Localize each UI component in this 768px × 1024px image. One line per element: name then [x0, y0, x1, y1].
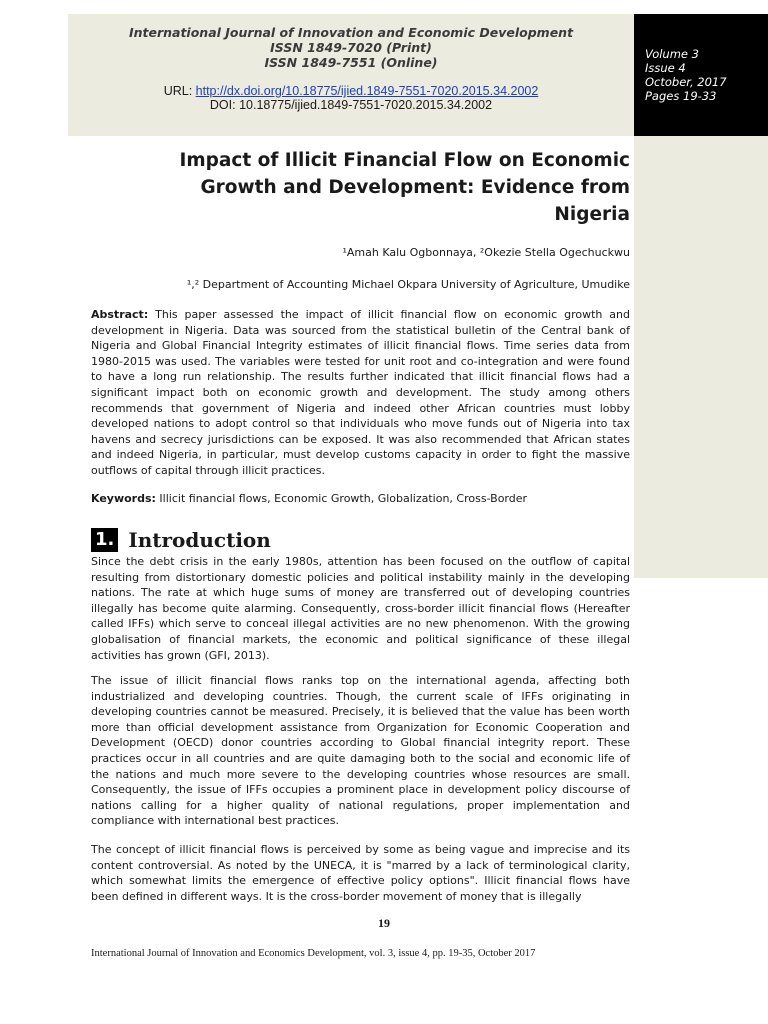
article-title-line-2: Growth and Development: Evidence from — [200, 177, 630, 198]
doi-line: DOI: 10.18775/ijied.1849-7551-7020.2015.34.2002 — [209, 98, 493, 112]
keywords-text: Illicit financial flows, Economic Growth, Globalization, Cross-Border — [155, 492, 528, 505]
pages-label: Pages 19-33 — [645, 89, 717, 103]
article-title-line-3: Nigeria — [554, 204, 630, 225]
journal-name: International Journal of Innovation and Economic Development — [128, 25, 574, 40]
intro-paragraph-1: Since the debt crisis in the early 1980s, attention has been focused on the outflow of capital resulting from distortionary domestic policies and political instability mainly in the developing nations. The rate at which huge sums of money are transferred out of developing countries illegally has become quite alarming. Consequently, cross-border illicit financial flows (Hereafter called IFFs) which serve to conceal illegal activities are no new phenomenon. With the growing globalisation of financial markets, the economic and political significance of these illegal activities has grown (GFI, 2013). — [91, 555, 630, 662]
section-title: Introduction — [128, 528, 271, 552]
issn-online: ISSN 1849-7551 (Online) — [264, 55, 438, 70]
date-label: October, 2017 — [645, 75, 727, 89]
abstract-label: Abstract: — [91, 308, 149, 321]
url-label: URL: — [163, 84, 196, 98]
section-heading — [91, 528, 271, 552]
issn-print: ISSN 1849-7020 (Print) — [270, 40, 432, 55]
affiliation: ¹,² Department of Accounting Michael Okpara University of Agriculture, Umudike — [186, 278, 630, 291]
footer-citation: International Journal of Innovation and Economics Development, vol. 3, issue 4, pp. 19-35, October 2017 — [91, 948, 536, 959]
doi-url-link[interactable]: http://dx.doi.org/10.18775/ijied.1849-7551-7020.2015.34.2002 — [195, 84, 539, 98]
abstract — [91, 307, 630, 479]
side-decoration-band — [634, 136, 768, 578]
authors: ¹Amah Kalu Ogbonnaya, ²Okezie Stella Ogechuckwu — [342, 246, 630, 259]
intro-paragraph-2: The issue of illicit financial flows ranks top on the international agenda, affecting both industrialized and developing countries. Though, the current scale of IFFs originating in developing countries cannot be measured. Precisely, it is believed that the value has been worth more than official development assistance from Organization for Economic Cooperation and Development (OECD) donor countries according to Global financial integrity report. These practices occur in all countries and are quite damaging both to the social and economic life of the nations and much more severe to the developing countries whose resources are small. Consequently, the issue of IFFs occupies a prominent place in development policy discourse of nations calling for a higher quality of national regulations, proper implementation and compliance with international best practices. — [91, 674, 630, 828]
volume-label: Volume 3 — [645, 47, 699, 61]
section-number: 1. — [91, 528, 118, 552]
article-title-line-1: Impact of Illicit Financial Flow on Economic — [179, 150, 630, 171]
intro-paragraph-3: The concept of illicit financial flows is perceived by some as being vague and imprecise and its content controversial. As noted by the UNECA, it is "marred by a lack of terminological clarity, which somewhat limits the emergence of effective policy options". Illicit financial flows have been defined in different ways. It is the cross-border movement of money that is illegally — [91, 843, 630, 903]
page-number: 19 — [378, 916, 390, 930]
abstract-text: This paper assessed the impact of illicit financial flow on economic growth and development in Nigeria. Data was sourced from the statistical bulletin of the Central bank of Nigeria and Global Financial Integrity estimates of illicit financial flows. Time series data from 1980-2015 was used. The variables were tested for unit root and co-integration and were found to have a long run relationship. The results further indicated that illicit financial flows had a significant impact both on economic growth and development. The study among others recommends that government of Nigeria and indeed other African countries must lobby developed nations to adopt control so that individuals who move funds out of Nigeria into tax havens and secrecy jurisdictions can be exposed. It was also recommended that African states and indeed Nigeria, in particular, must develop customs capacity in order to fight the massive outflows of capital through illicit practices. — [91, 308, 630, 477]
keywords — [91, 491, 630, 507]
issue-info-box — [634, 14, 768, 136]
url-line — [68, 84, 634, 99]
keywords-label: Keywords: — [91, 492, 156, 505]
issue-label: Issue 4 — [645, 61, 686, 75]
